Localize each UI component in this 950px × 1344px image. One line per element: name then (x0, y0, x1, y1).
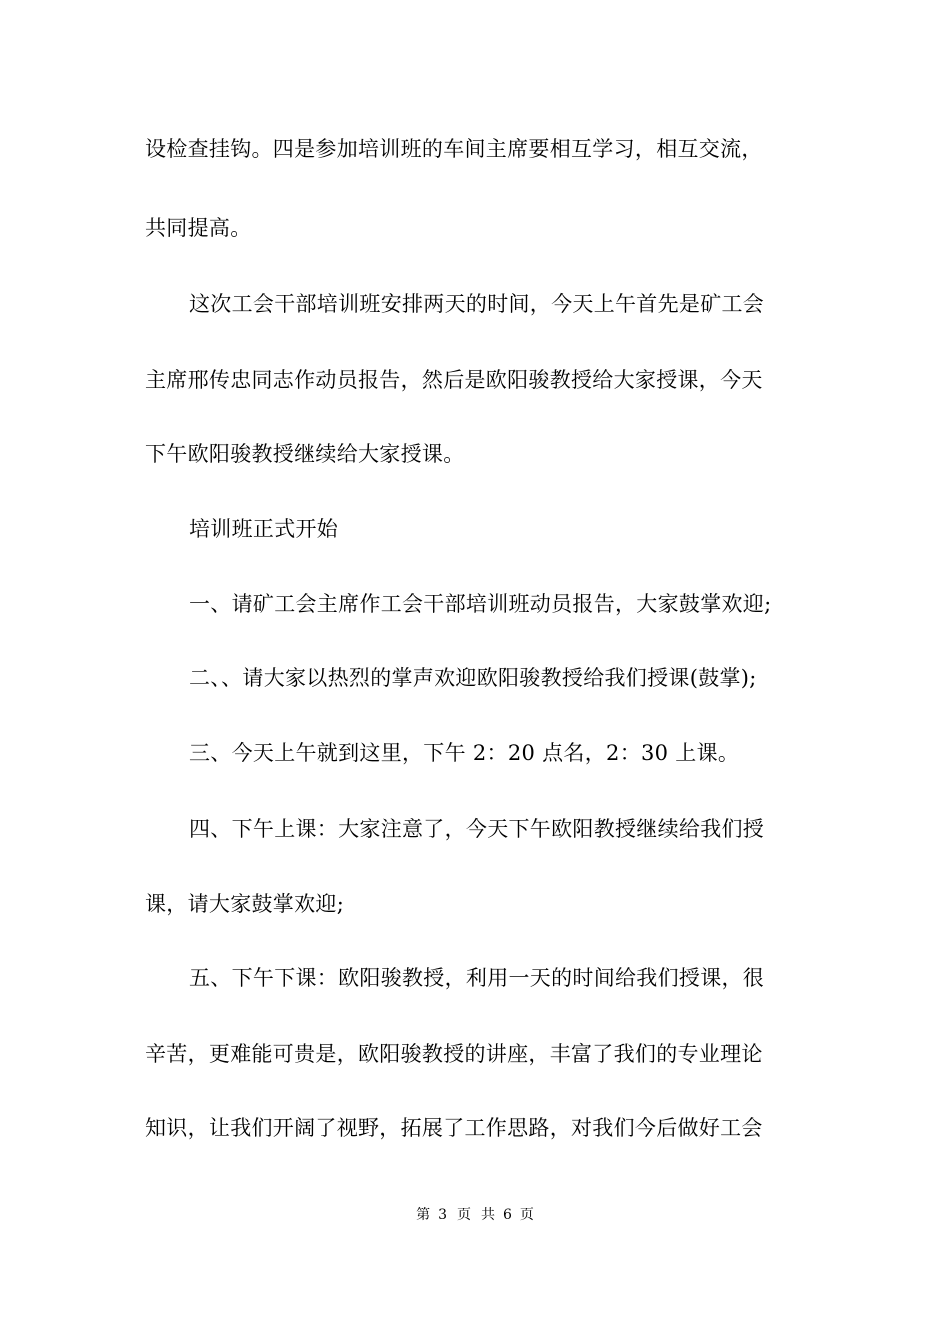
footer-ye: 页 (519, 1207, 534, 1223)
text-line: 主席邢传忠同志作动员报告，然后是欧阳骏教授给大家授课，今天 (145, 368, 763, 392)
footer-ye: 页 (457, 1207, 471, 1223)
list-item: 五、下午下课：欧阳骏教授，利用一天的时间给我们授课，很 (189, 966, 765, 990)
footer-page-number: 3 (438, 1207, 447, 1223)
text-line: 下午欧阳骏教授继续给大家授课。 (145, 442, 465, 466)
text-line: 课，请大家鼓掌欢迎; (145, 892, 345, 916)
footer-gong: 共 (481, 1207, 495, 1223)
text-line: 设检查挂钩。四是参加培训班的车间主席要相互学习，相互交流， (145, 137, 763, 161)
footer-total-pages: 6 (503, 1207, 512, 1223)
text-line: 辛苦，更难能可贵是，欧阳骏教授的讲座，丰富了我们的专业理论 (145, 1042, 763, 1066)
text-line: 共同提高。 (145, 216, 252, 240)
list-item: 一、请矿工会主席作工会干部培训班动员报告，大家鼓掌欢迎; (189, 592, 772, 616)
footer-di: 第 (416, 1207, 431, 1223)
text-line: 这次工会干部培训班安排两天的时间，今天上午首先是矿工会 (189, 292, 765, 316)
section-heading: 培训班正式开始 (189, 517, 339, 541)
text-line: 知识，让我们开阔了视野，拓展了工作思路，对我们今后做好工会 (145, 1116, 763, 1140)
list-item: 四、下午上课：大家注意了，今天下午欧阳教授继续给我们授 (189, 817, 765, 841)
list-item: 二、、请大家以热烈的掌声欢迎欧阳骏教授给我们授课(鼓掌); (189, 666, 757, 690)
page-footer (0, 1206, 950, 1224)
list-item: 三、今天上午就到这里，下午 2：20 点名，2：30 上课。 (189, 741, 740, 765)
